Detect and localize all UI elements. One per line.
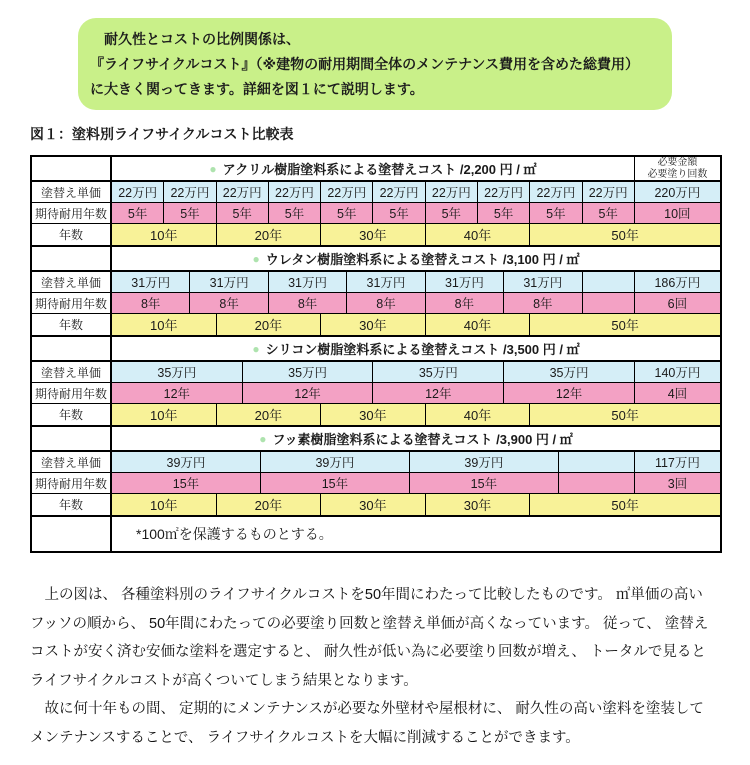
unit-price-cell: 35万円 (504, 362, 635, 382)
expected-life-cell: 5年 (530, 203, 582, 223)
unit-price-cell: 22万円 (164, 182, 216, 202)
row-label-empty (32, 427, 112, 450)
section-title-text: ウレタン樹脂塗料系による塗替えコスト /3,100 円 / ㎡ (265, 252, 580, 267)
unit-price-cell: 35万円 (243, 362, 374, 382)
section-title-row (32, 427, 720, 452)
year-cell: 10年 (112, 404, 217, 425)
expected-life-cell: 4回 (635, 383, 720, 403)
unit-price-cell: 22万円 (269, 182, 321, 202)
unit-price-cell: 22万円 (426, 182, 478, 202)
unit-price-cell: 39万円 (410, 452, 559, 472)
summary-header-line: 必要金額 (657, 157, 698, 168)
year-cell: 30年 (321, 314, 426, 335)
unit-price-cell: 140万円 (635, 362, 720, 382)
unit-price-cell: 39万円 (261, 452, 410, 472)
body-text-line: コストが安く済む安価な塗料を選定すると、 耐久性が低い為に必要塗り回数が増え、 トータルで見ると (30, 644, 706, 660)
expected-life-cell: 8年 (190, 293, 268, 313)
title-cells (112, 337, 720, 360)
data-cells (112, 473, 720, 493)
intro-line: 『ライフサイクルコスト』（※建物の耐用期間全体のメンテナンス費用を含めた総費用） (90, 56, 639, 72)
expected-life-cell: 8年 (269, 293, 347, 313)
year-cell: 50年 (530, 314, 720, 335)
row-label-unit-price: 塗替え単価 (32, 452, 112, 472)
life-row (32, 473, 720, 494)
unit-price-cell: 31万円 (112, 272, 190, 292)
unit-price-cell: 220万円 (635, 182, 720, 202)
data-cells (112, 362, 720, 382)
year-cell: 20年 (217, 224, 322, 245)
row-label-unit-price: 塗替え単価 (32, 182, 112, 202)
data-cells (112, 383, 720, 403)
unit-row (32, 272, 720, 293)
year-cell: 30年 (426, 494, 531, 515)
summary-header-line: 必要塗り回数 (647, 168, 708, 180)
body-text-line: フッソの順から、 50年間にわたっての必要塗り回数と塗替え単価が高くなっています。 従って、 塗替え (30, 615, 709, 632)
section-title-row (32, 157, 720, 182)
footnote-text: *100㎡を保護するものとする。 (112, 517, 720, 551)
row-label-unit-price: 塗替え単価 (32, 362, 112, 382)
data-cells (112, 203, 720, 223)
year-cells (112, 494, 720, 515)
unit-price-cell: 31万円 (269, 272, 347, 292)
row-label-expected-life: 期待耐用年数 (32, 293, 112, 313)
expected-life-cell: 5年 (217, 203, 269, 223)
expected-life-cell: 12年 (504, 383, 635, 403)
year-cell: 50年 (530, 224, 720, 245)
row-label-expected-life: 期待耐用年数 (32, 383, 112, 403)
expected-life-cell: 8年 (504, 293, 582, 313)
unit-price-cell: 39万円 (112, 452, 261, 472)
expected-life-cell: 5年 (112, 203, 164, 223)
year-cell: 20年 (217, 314, 322, 335)
body-text-line: 故に何十年もの間、 定期的にメンテナンスが必要な外壁材や屋根材に、 耐久性の高い塗料を塗装して (30, 701, 704, 717)
year-cells (112, 314, 720, 335)
year-cell: 30年 (321, 404, 426, 425)
year-cell: 30年 (321, 224, 426, 245)
summary-column-header (635, 157, 720, 180)
row-label-empty (32, 517, 112, 551)
footnote-cells (112, 517, 720, 551)
expected-life-cell: 8年 (347, 293, 425, 313)
expected-life-cell: 5年 (269, 203, 321, 223)
unit-price-cell: 22万円 (112, 182, 164, 202)
unit-price-cell: 22万円 (321, 182, 373, 202)
unit-price-cell: 22万円 (217, 182, 269, 202)
year-cell: 20年 (217, 494, 322, 515)
expected-life-cell: 6回 (635, 293, 720, 313)
title-cells (112, 247, 720, 270)
expected-life-cell: 5年 (583, 203, 635, 223)
year-cell: 20年 (217, 404, 322, 425)
comparison-table (30, 155, 722, 553)
year-cell: 40年 (426, 224, 531, 245)
row-label-years: 年数 (32, 314, 112, 335)
unit-row (32, 362, 720, 383)
year-cell: 50年 (530, 494, 720, 515)
section-title-text: アクリル樹脂塗料系による塗替えコスト /2,200 円 / ㎡ (222, 162, 537, 177)
expected-life-cell: 5年 (164, 203, 216, 223)
unit-price-cell: 22万円 (530, 182, 582, 202)
life-row (32, 383, 720, 404)
bullet-icon: ● (209, 161, 217, 176)
expected-life-cell: 5年 (321, 203, 373, 223)
expected-life-cell: 15年 (112, 473, 261, 493)
body-text-line: 上の図は、 各種塗料別のライフサイクルコストを50年間にわたって比較したものです。 ㎡単価の高い (30, 587, 703, 603)
row-label-years: 年数 (32, 404, 112, 425)
row-label-empty (32, 157, 112, 180)
data-cells (112, 272, 720, 292)
section-title-row (32, 247, 720, 272)
body-text-line: メンテナンスすることで、 ライフサイクルコストを大幅に削減することができます。 (30, 729, 580, 746)
unit-price-cell: 35万円 (373, 362, 504, 382)
expected-life-cell: 15年 (410, 473, 559, 493)
title-cells (112, 157, 720, 180)
unit-price-cell: 31万円 (504, 272, 582, 292)
year-cell: 40年 (426, 404, 531, 425)
section-title (112, 337, 720, 360)
unit-price-cell: 22万円 (583, 182, 635, 202)
year-cells (112, 404, 720, 425)
section-title (112, 247, 720, 270)
expected-life-cell: 12年 (243, 383, 374, 403)
years-row (32, 224, 720, 247)
year-cell: 50年 (530, 404, 720, 425)
unit-price-cell: 31万円 (347, 272, 425, 292)
section-title (112, 427, 720, 450)
data-cells (112, 452, 720, 472)
bullet-icon: ● (259, 431, 267, 446)
expected-life-cell: 15年 (261, 473, 410, 493)
unit-price-cell: 22万円 (478, 182, 530, 202)
intro-line: に大きく関ってきます。詳細を図１にて説明します。 (90, 81, 424, 97)
section-title-text: シリコン樹脂塗料系による塗替えコスト /3,500 円 / ㎡ (265, 342, 580, 357)
intro-line: 耐久性とコストの比例関係は、 (90, 31, 300, 47)
life-row (32, 293, 720, 314)
figure-title: 図１：塗料別ライフサイクルコスト比較表 (30, 126, 294, 142)
expected-life-cell: 3回 (635, 473, 720, 493)
footnote-row (32, 517, 720, 551)
row-label-expected-life: 期待耐用年数 (32, 473, 112, 493)
expected-life-cell (583, 293, 635, 313)
year-cell: 10年 (112, 494, 217, 515)
unit-price-cell (583, 272, 635, 292)
unit-row (32, 182, 720, 203)
expected-life-cell: 5年 (373, 203, 425, 223)
row-label-unit-price: 塗替え単価 (32, 272, 112, 292)
intro-callout-box (78, 18, 672, 110)
expected-life-cell: 10回 (635, 203, 720, 223)
unit-price-cell: 31万円 (190, 272, 268, 292)
title-cells (112, 427, 720, 450)
expected-life-cell (559, 473, 635, 493)
year-cell: 40年 (426, 314, 531, 335)
unit-price-cell (559, 452, 635, 472)
years-row (32, 314, 720, 337)
row-label-years: 年数 (32, 224, 112, 245)
expected-life-cell: 8年 (112, 293, 190, 313)
unit-price-cell: 35万円 (112, 362, 243, 382)
year-cell: 10年 (112, 314, 217, 335)
years-row (32, 494, 720, 517)
expected-life-cell: 12年 (373, 383, 504, 403)
unit-price-cell: 186万円 (635, 272, 720, 292)
expected-life-cell: 12年 (112, 383, 243, 403)
section-title (112, 157, 635, 180)
row-label-empty (32, 247, 112, 270)
unit-price-cell: 22万円 (373, 182, 425, 202)
unit-row (32, 452, 720, 473)
body-text (30, 581, 746, 752)
year-cell: 30年 (321, 494, 426, 515)
unit-price-cell: 31万円 (426, 272, 504, 292)
year-cells (112, 224, 720, 245)
expected-life-cell: 8年 (426, 293, 504, 313)
row-label-empty (32, 337, 112, 360)
expected-life-cell: 5年 (478, 203, 530, 223)
section-title-row (32, 337, 720, 362)
data-cells (112, 182, 720, 202)
year-cell: 10年 (112, 224, 217, 245)
bullet-icon: ● (252, 251, 260, 266)
expected-life-cell: 5年 (426, 203, 478, 223)
bullet-icon: ● (252, 341, 260, 356)
unit-price-cell: 117万円 (635, 452, 720, 472)
years-row (32, 404, 720, 427)
row-label-years: 年数 (32, 494, 112, 515)
body-text-line: ライフサイクルコストが高くついてしまう結果となります。 (30, 672, 418, 689)
data-cells (112, 293, 720, 313)
section-title-text: フッ素樹脂塗料系による塗替えコスト /3,900 円 / ㎡ (272, 432, 573, 447)
life-row (32, 203, 720, 224)
row-label-expected-life: 期待耐用年数 (32, 203, 112, 223)
